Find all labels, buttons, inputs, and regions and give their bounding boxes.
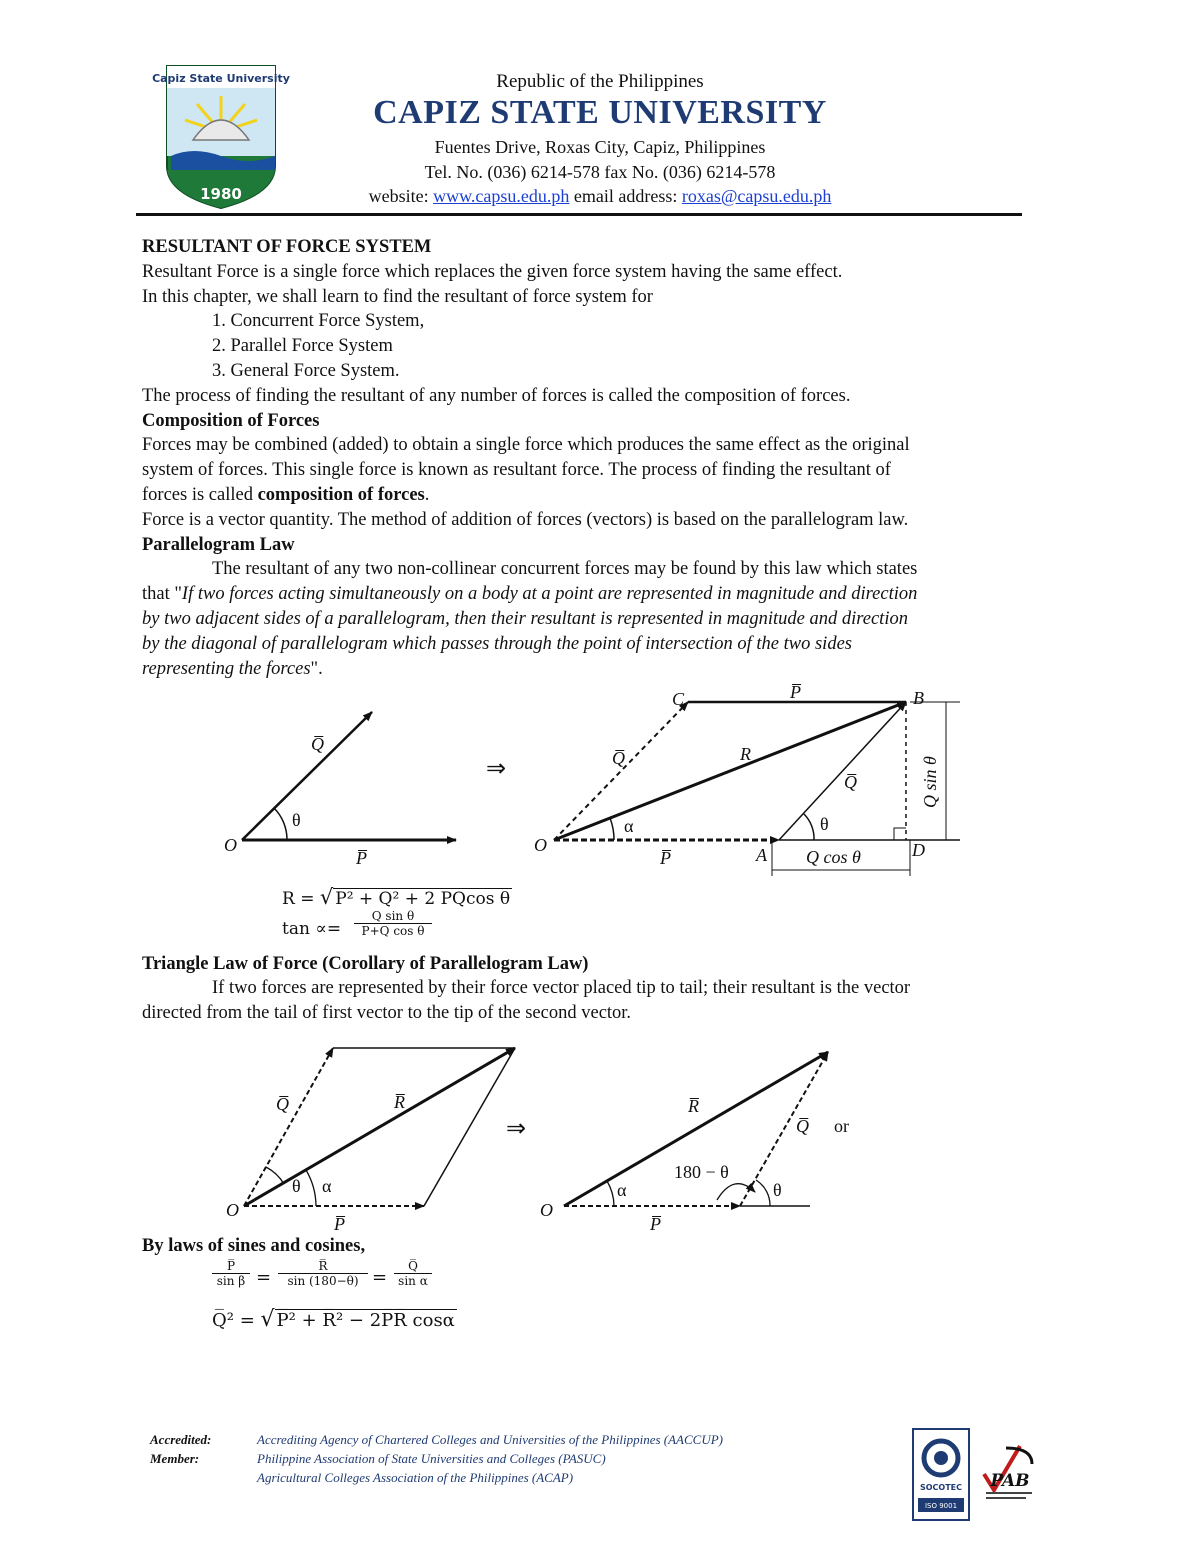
label-alpha: α bbox=[617, 1180, 627, 1200]
label-p: P̅ bbox=[334, 1214, 345, 1234]
label-q-left: Q̅ bbox=[612, 748, 625, 768]
parallelogram-text: by the diagonal of parallelogram which passes through the point of intersection of the two sides bbox=[142, 634, 852, 654]
label-q-cos: Q cos θ bbox=[806, 847, 861, 867]
logo-year: 1980 bbox=[200, 185, 242, 203]
socotec-label: SOCOTEC bbox=[919, 1483, 963, 1492]
university-logo bbox=[152, 62, 290, 212]
label-d: D bbox=[912, 840, 925, 860]
list-item: 1. Concurrent Force System, bbox=[212, 311, 425, 331]
label-c: C bbox=[672, 689, 685, 709]
label-q: Q̅ bbox=[311, 734, 324, 754]
header-contact-line bbox=[300, 186, 900, 207]
resultant-formula: R = √ P² + Q² + 2 PQcos θ bbox=[282, 885, 511, 909]
iso-label: ISO 9001 bbox=[924, 1502, 958, 1510]
parallelogram-text: The resultant of any two non-collinear concurrent forces may be found by this law which states bbox=[212, 559, 918, 579]
label-q-right: Q̅ bbox=[844, 772, 857, 792]
composition-term: composition of forces bbox=[257, 485, 425, 505]
composition-text: forces is called composition of forces. bbox=[142, 485, 430, 505]
implies-arrow: ⇒ bbox=[506, 1116, 527, 1142]
email-label: email address: bbox=[573, 186, 678, 206]
org-item: Accrediting Agency of Chartered Colleges and Universities of the Philippines (AACCUP) bbox=[257, 1432, 723, 1447]
sine-fraction-r: R̅ sin (180−θ) bbox=[278, 1259, 368, 1288]
socotec-certification-badge bbox=[912, 1428, 970, 1521]
label-theta: θ bbox=[292, 810, 301, 830]
parallelogram-law-figure bbox=[0, 680, 1200, 880]
label-p-bottom: P̅ bbox=[660, 848, 671, 868]
label-or: or bbox=[834, 1116, 849, 1136]
sine-fraction-q: Q̅ sin α bbox=[394, 1259, 432, 1288]
label-q: Q̅ bbox=[796, 1116, 809, 1136]
tan-fraction: Q sin θ P+Q cos θ bbox=[354, 909, 432, 938]
label-q-sin: Q sin θ bbox=[920, 756, 940, 808]
parallelogram-text: by two adjacent sides of a parallelogram, then their resultant is represented in magnitude and direction bbox=[142, 609, 908, 629]
resultant-definition: Resultant Force is a single force which replaces the given force system having the same effect. bbox=[142, 262, 843, 282]
angle-arc bbox=[274, 808, 287, 840]
label-supplement: 180 − θ bbox=[674, 1162, 729, 1182]
sines-cosines-heading: By laws of sines and cosines, bbox=[142, 1236, 366, 1256]
vector-q bbox=[242, 712, 372, 840]
header-divider bbox=[136, 213, 1022, 216]
list-item: 2. Parallel Force System bbox=[212, 336, 393, 356]
label-o: O bbox=[540, 1200, 553, 1220]
label-r: R̅ bbox=[688, 1096, 699, 1116]
triangle-law-figure bbox=[0, 1040, 1200, 1235]
label-theta: θ bbox=[773, 1180, 782, 1200]
pab-label: PAB bbox=[990, 1471, 1030, 1491]
composition-definition: The process of finding the resultant of any number of forces is called the composition of forces. bbox=[142, 386, 851, 406]
equals-sign: = bbox=[372, 1267, 388, 1288]
parallelogram-heading: Parallelogram Law bbox=[142, 535, 295, 555]
label-theta: θ bbox=[820, 814, 829, 834]
triangle-law-heading: Triangle Law of Force (Corollary of Parallelogram Law) bbox=[142, 954, 589, 974]
label-theta: θ bbox=[292, 1176, 301, 1196]
label-a: A bbox=[756, 845, 767, 865]
header-university-name: CAPIZ STATE UNIVERSITY bbox=[373, 94, 827, 131]
website-link[interactable]: www.capsu.edu.ph bbox=[433, 186, 570, 206]
cosine-formula: Q̅² = √ P̅² + R̅² − 2P̅R̅ cosα bbox=[212, 1307, 455, 1332]
label-r: R bbox=[740, 744, 751, 764]
label-p: P̅ bbox=[650, 1214, 661, 1234]
footer-labels: Accredited: Member: bbox=[150, 1432, 212, 1466]
label-o: O bbox=[534, 835, 547, 855]
list-item: 3. General Force System. bbox=[212, 361, 400, 381]
label-q: Q̅ bbox=[276, 1094, 289, 1114]
website-label: website: bbox=[368, 186, 429, 206]
equals-sign: = bbox=[256, 1267, 272, 1288]
email-link[interactable]: roxas@capsu.edu.ph bbox=[681, 186, 832, 206]
org-item: Agricultural Colleges Association of the Philippines (ACAP) bbox=[257, 1470, 574, 1485]
composition-text: system of forces. This single force is known as resultant force. The process of finding the resultant of bbox=[142, 460, 891, 480]
header-republic: Republic of the Philippines bbox=[496, 71, 704, 92]
parallelogram-text: that "If two forces acting simultaneously on a body at a point are represented in magnitude and direction bbox=[142, 584, 918, 604]
label-b: B bbox=[913, 688, 924, 708]
label-r: R̅ bbox=[394, 1092, 405, 1112]
pab-accreditation-logo bbox=[976, 1440, 1036, 1504]
label-p: P̅ bbox=[356, 848, 367, 868]
label-alpha: α bbox=[322, 1176, 332, 1196]
triangle-law-text: If two forces are represented by their force vector placed tip to tail; their resultant is the vector bbox=[212, 978, 911, 998]
label-o: O bbox=[226, 1200, 239, 1220]
label-p-top: P̅ bbox=[790, 682, 801, 702]
composition-text: Forces may be combined (added) to obtain a single force which produces the same effect as the original bbox=[142, 435, 910, 455]
tan-formula: tan ∝= bbox=[282, 919, 342, 939]
implies-arrow: ⇒ bbox=[486, 756, 507, 782]
sine-fraction-p: P̅ sin β bbox=[212, 1259, 250, 1288]
footer-organizations bbox=[257, 1430, 723, 1487]
section-heading: RESULTANT OF FORCE SYSTEM bbox=[142, 237, 432, 257]
label-alpha: α bbox=[624, 816, 634, 836]
chapter-intro: In this chapter, we shall learn to find the resultant of force system for bbox=[142, 287, 653, 307]
label-o: O bbox=[224, 835, 237, 855]
header-telephone: Tel. No. (036) 6214-578 fax No. (036) 6214-578 bbox=[424, 162, 776, 182]
triangle-law-text: directed from the tail of first vector to the tip of the second vector. bbox=[142, 1003, 632, 1023]
composition-heading: Composition of Forces bbox=[142, 411, 320, 431]
org-item: Philippine Association of State Universities and Colleges (PASUC) bbox=[257, 1451, 606, 1466]
logo-label: Capiz State University bbox=[152, 72, 290, 85]
parallelogram-text: representing the forces". bbox=[142, 659, 323, 679]
vector-statement: Force is a vector quantity. The method of addition of forces (vectors) is based on the parallelogram law. bbox=[142, 510, 909, 530]
header-address: Fuentes Drive, Roxas City, Capiz, Philippines bbox=[434, 137, 766, 157]
